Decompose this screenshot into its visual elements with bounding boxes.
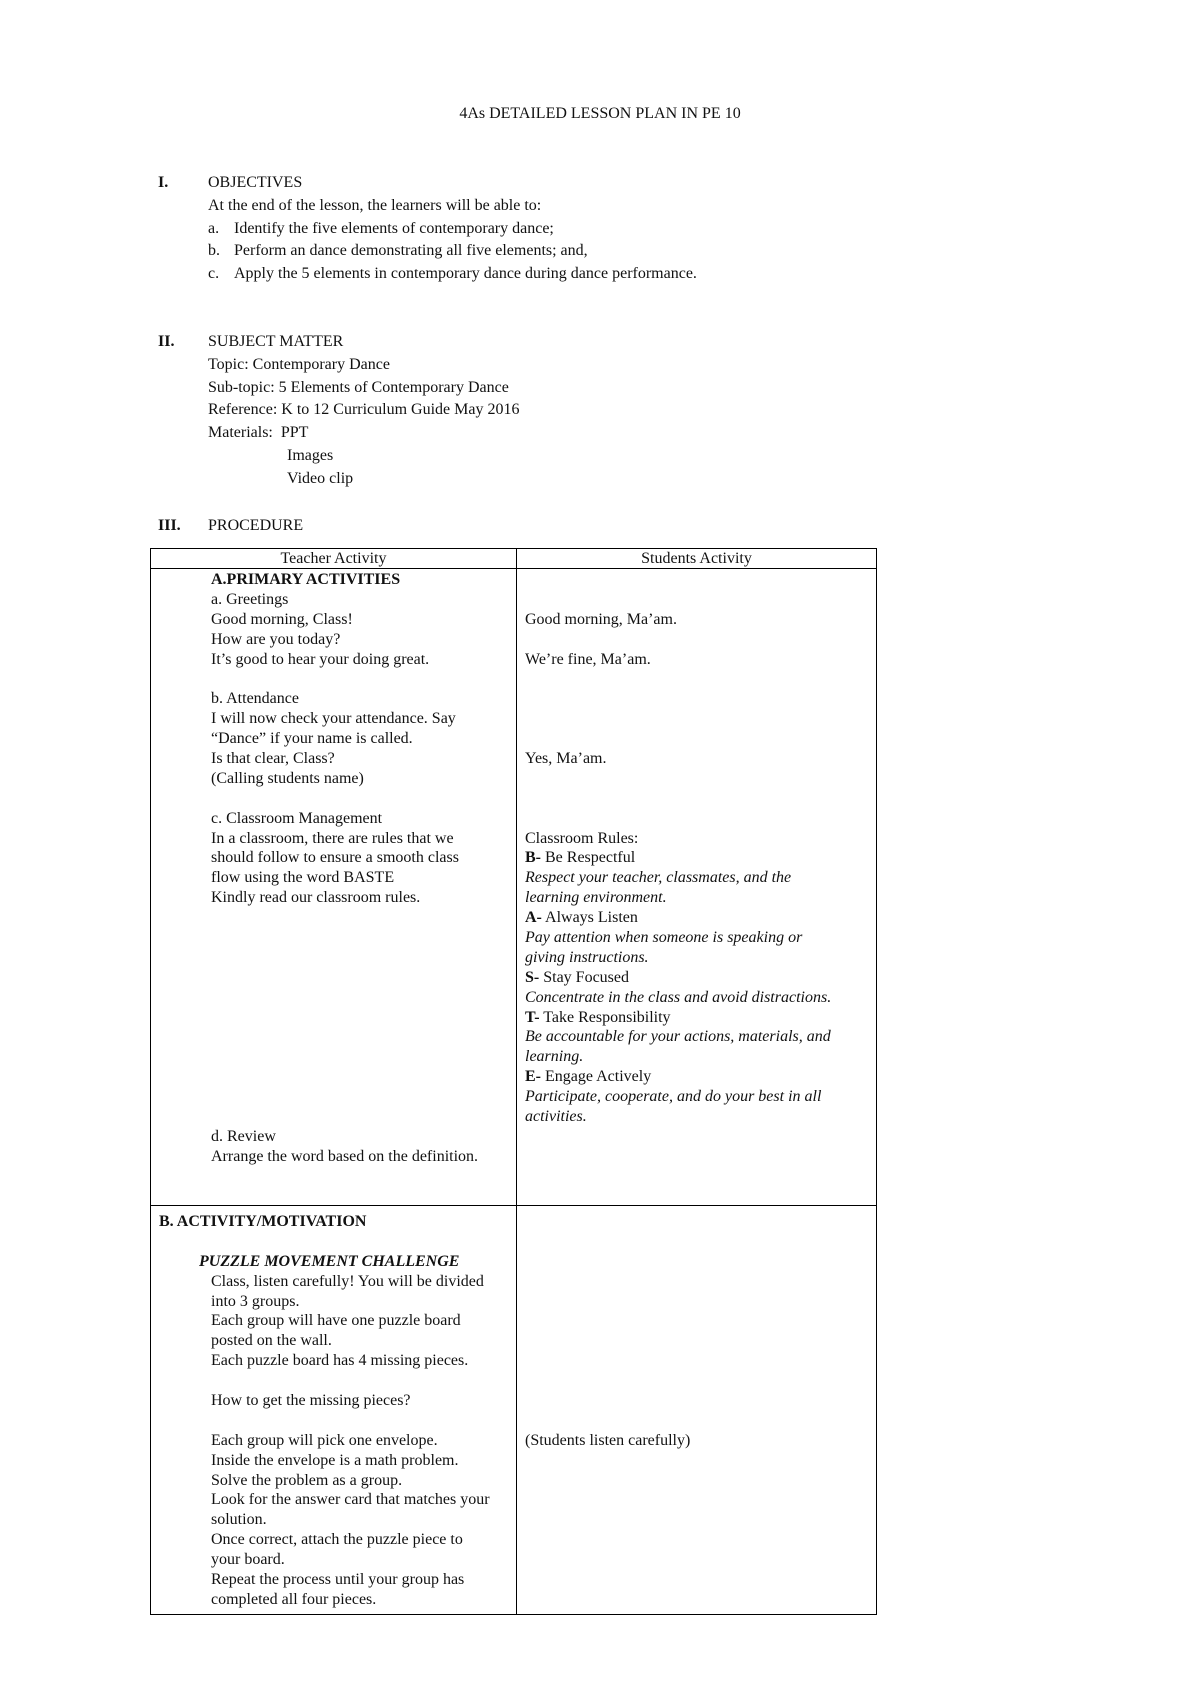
rule-item: A- Always Listen [525, 909, 638, 927]
rule-description: Concentrate in the class and avoid distractions. [525, 988, 832, 1006]
rule-description: learning. [525, 1048, 584, 1066]
teacher-line: (Calling students name) [211, 769, 364, 787]
teacher-line: Each group will pick one envelope. [211, 1431, 438, 1449]
teacher-line: posted on the wall. [211, 1332, 332, 1350]
greetings-label: a. Greetings [211, 590, 289, 608]
rule-description: Respect your teacher, classmates, and the [525, 869, 792, 887]
section-number: III. [158, 517, 181, 534]
student-line: Good morning, Ma’am. [525, 610, 677, 628]
procedure-table [150, 548, 877, 1615]
rule-item: S- Stay Focused [525, 968, 630, 986]
students-cell [517, 569, 877, 1206]
objective-item: b. Perform an dance demonstrating all five elements; and, [208, 242, 588, 260]
teacher-line: Repeat the process until your group has [211, 1571, 465, 1589]
teacher-line: Kindly read our classroom rules. [211, 889, 421, 907]
activity-heading: B. ACTIVITY/MOTIVATION [159, 1213, 367, 1230]
primary-heading: A.PRIMARY ACTIVITIES [211, 571, 401, 588]
section-heading: PROCEDURE [208, 517, 304, 534]
col-students-activity: Students Activity [517, 549, 877, 569]
teacher-line: “Dance” if your name is called. [211, 730, 413, 748]
attendance-label: b. Attendance [211, 690, 299, 708]
teacher-line: Arrange the word based on the definition. [211, 1147, 479, 1165]
section-heading: OBJECTIVES [208, 174, 303, 191]
topic: Topic: Contemporary Dance [208, 355, 390, 373]
teacher-line: Is that clear, Class? [211, 750, 335, 768]
teacher-line: solution. [211, 1511, 267, 1529]
student-line: We’re fine, Ma’am. [525, 650, 651, 668]
reference: Reference: K to 12 Curriculum Guide May 2016 [208, 401, 520, 419]
teacher-line: Good morning, Class! [211, 610, 353, 628]
rule-description: activities. [525, 1108, 587, 1126]
teacher-cell [151, 569, 517, 1206]
rule-description: learning environment. [525, 889, 667, 907]
section-number: II. [158, 333, 175, 350]
teacher-line: Each puzzle board has 4 missing pieces. [211, 1352, 469, 1370]
material-item: Images [287, 446, 334, 464]
section-number: I. [158, 174, 169, 191]
teacher-line: Inside the envelope is a math problem. [211, 1451, 459, 1469]
teacher-line: your board. [211, 1551, 285, 1569]
rule-description: Be accountable for your actions, materials, and [525, 1028, 831, 1046]
teacher-line: should follow to ensure a smooth class [211, 849, 459, 867]
rule-description: giving instructions. [525, 948, 649, 966]
teacher-line: flow using the word BASTE [211, 869, 395, 887]
teacher-line: It’s good to hear your doing great. [211, 650, 430, 668]
teacher-line: Look for the answer card that matches your [211, 1491, 490, 1509]
material-item: Video clip [287, 469, 354, 487]
table-header-row [151, 549, 877, 569]
teacher-line: Solve the problem as a group. [211, 1471, 403, 1489]
students-cell [517, 1206, 877, 1615]
teacher-cell [151, 1206, 517, 1615]
teacher-line: into 3 groups. [211, 1292, 300, 1310]
rules-heading: Classroom Rules: [525, 829, 639, 847]
teacher-line: How are you today? [211, 630, 341, 648]
table-row [151, 569, 877, 1206]
rule-item: B- Be Respectful [525, 849, 636, 867]
col-teacher-activity: Teacher Activity [151, 549, 517, 569]
teacher-line: How to get the missing pieces? [211, 1392, 411, 1410]
teacher-line: In a classroom, there are rules that we [211, 829, 454, 847]
management-label: c. Classroom Management [211, 809, 383, 827]
review-label: d. Review [211, 1127, 276, 1145]
teacher-line: I will now check your attendance. Say [211, 710, 456, 728]
section-heading: SUBJECT MATTER [208, 333, 344, 350]
teacher-line: Class, listen carefully! You will be divided [211, 1272, 484, 1290]
student-line: (Students listen carefully) [525, 1431, 691, 1449]
objective-item: a. Identify the five elements of contemporary dance; [208, 219, 554, 237]
rule-description: Pay attention when someone is speaking or [525, 929, 803, 947]
objectives-intro: At the end of the lesson, the learners will be able to: [208, 196, 542, 214]
materials: Materials: PPT [208, 424, 309, 442]
teacher-line: Once correct, attach the puzzle piece to [211, 1531, 463, 1549]
student-line: Yes, Ma’am. [525, 750, 607, 768]
subtopic: Sub-topic: 5 Elements of Contemporary Dance [208, 378, 509, 396]
rule-description: Participate, cooperate, and do your best in all [525, 1088, 822, 1106]
table-row [151, 1206, 877, 1615]
rule-item: E- Engage Actively [525, 1068, 652, 1086]
activity-subheading: PUZZLE MOVEMENT CHALLENGE [199, 1252, 460, 1270]
teacher-line: completed all four pieces. [211, 1590, 377, 1608]
rule-item: T- Take Responsibility [525, 1008, 671, 1026]
document-title: 4As DETAILED LESSON PLAN IN PE 10 [459, 105, 741, 122]
teacher-line: Each group will have one puzzle board [211, 1312, 461, 1330]
objective-item: c. Apply the 5 elements in contemporary dance during dance performance. [208, 265, 697, 283]
